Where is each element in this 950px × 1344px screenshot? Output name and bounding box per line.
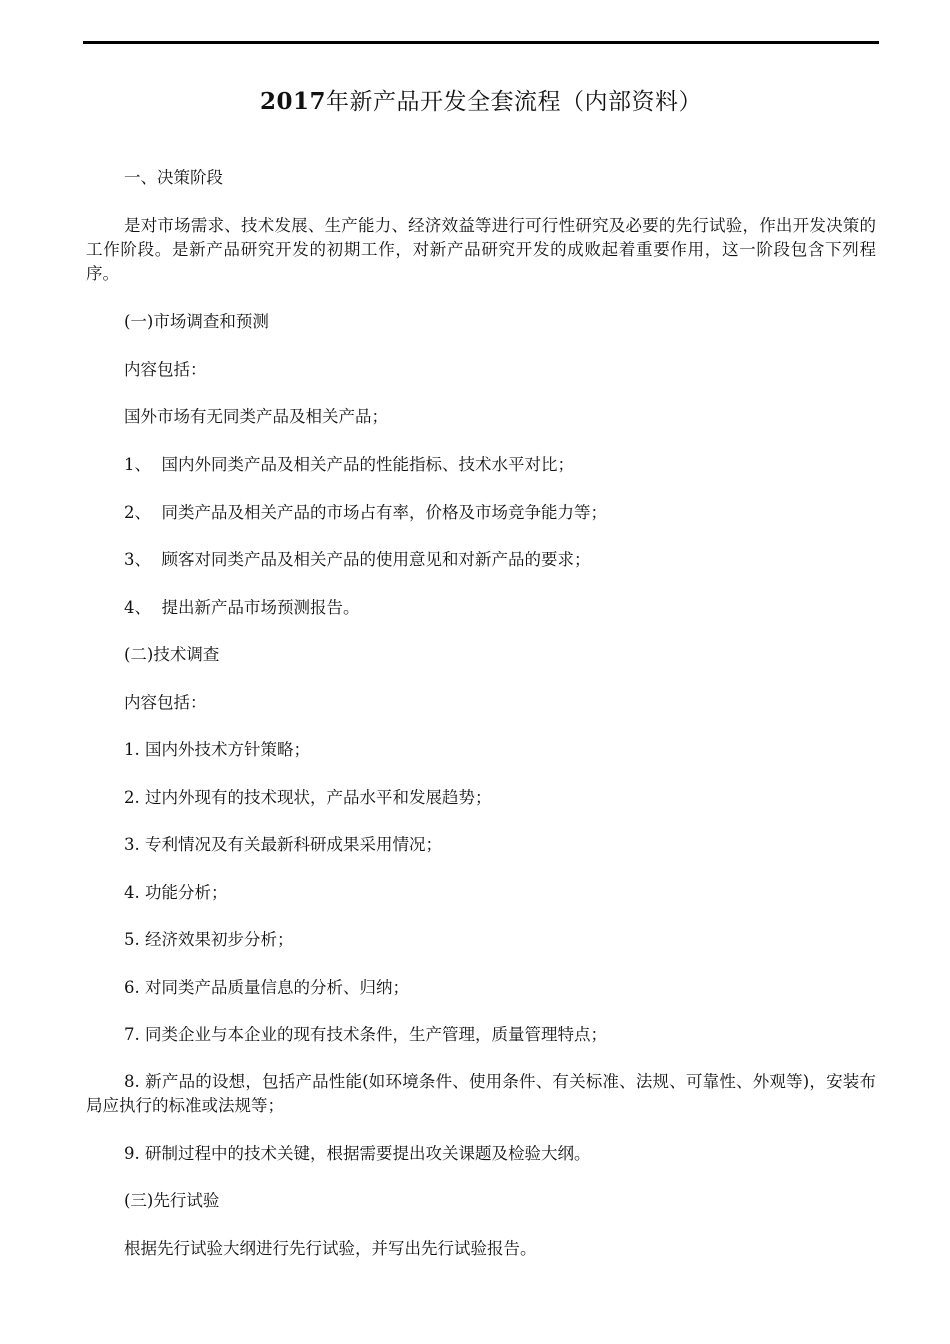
content-label: 内容包括： <box>124 360 207 379</box>
list-item: 7. 同类企业与本企业的现有技术条件，生产管理，质量管理特点； <box>124 1025 607 1044</box>
list-item: 2、 同类产品及相关产品的市场占有率，价格及市场竞争能力等； <box>124 503 607 522</box>
content-label: 内容包括： <box>124 693 207 712</box>
list-item: 1、 国内外同类产品及相关产品的性能指标、技术水平对比； <box>124 455 574 474</box>
subsection-heading-trial: (三)先行试验 <box>124 1191 220 1210</box>
list-lead: 国外市场有无同类产品及相关产品； <box>124 407 388 426</box>
header-rule <box>83 41 879 44</box>
list-item: 9. 研制过程中的技术关键，根据需要提出攻关课题及检验大纲。 <box>124 1144 591 1163</box>
list-item: 6. 对同类产品质量信息的分析、归纳； <box>124 978 409 997</box>
subsection-heading-tech: (二)技术调查 <box>124 645 220 664</box>
title-text: 年新产品开发全套流程（内部资料） <box>326 89 702 115</box>
section-intro-paragraph: 是对市场需求、技术发展、生产能力、经济效益等进行可行性研究及必要的先行试验，作出开发决策的工作阶段。是新产品研究开发的初期工作，对新产品研究开发的成败起着重要作用，这一阶段包含下列程序。 <box>86 216 876 283</box>
list-item: 3. 专利情况及有关最新科研成果采用情况； <box>124 835 442 854</box>
list-item: 1. 国内外技术方针策略； <box>124 740 310 759</box>
list-item: 3、 顾客对同类产品及相关产品的使用意见和对新产品的要求； <box>124 550 591 569</box>
title-year: 2017 <box>259 88 326 115</box>
list-item: 8. 新产品的设想，包括产品性能(如环境条件、使用条件、有关标准、法规、可靠性、外观等)，安装布局应执行的标准或法规等； <box>86 1072 876 1115</box>
section-heading: 一、决策阶段 <box>124 168 223 187</box>
list-item: 5. 经济效果初步分析； <box>124 930 294 949</box>
list-item: 4. 功能分析； <box>124 883 228 902</box>
list-item: 4、 提出新产品市场预测报告。 <box>124 598 360 617</box>
document-title <box>83 86 879 118</box>
trial-paragraph: 根据先行试验大纲进行先行试验，并写出先行试验报告。 <box>124 1239 537 1258</box>
subsection-heading-market: (一)市场调查和预测 <box>124 312 269 331</box>
list-item: 2. 过内外现有的技术现状，产品水平和发展趋势； <box>124 788 492 807</box>
